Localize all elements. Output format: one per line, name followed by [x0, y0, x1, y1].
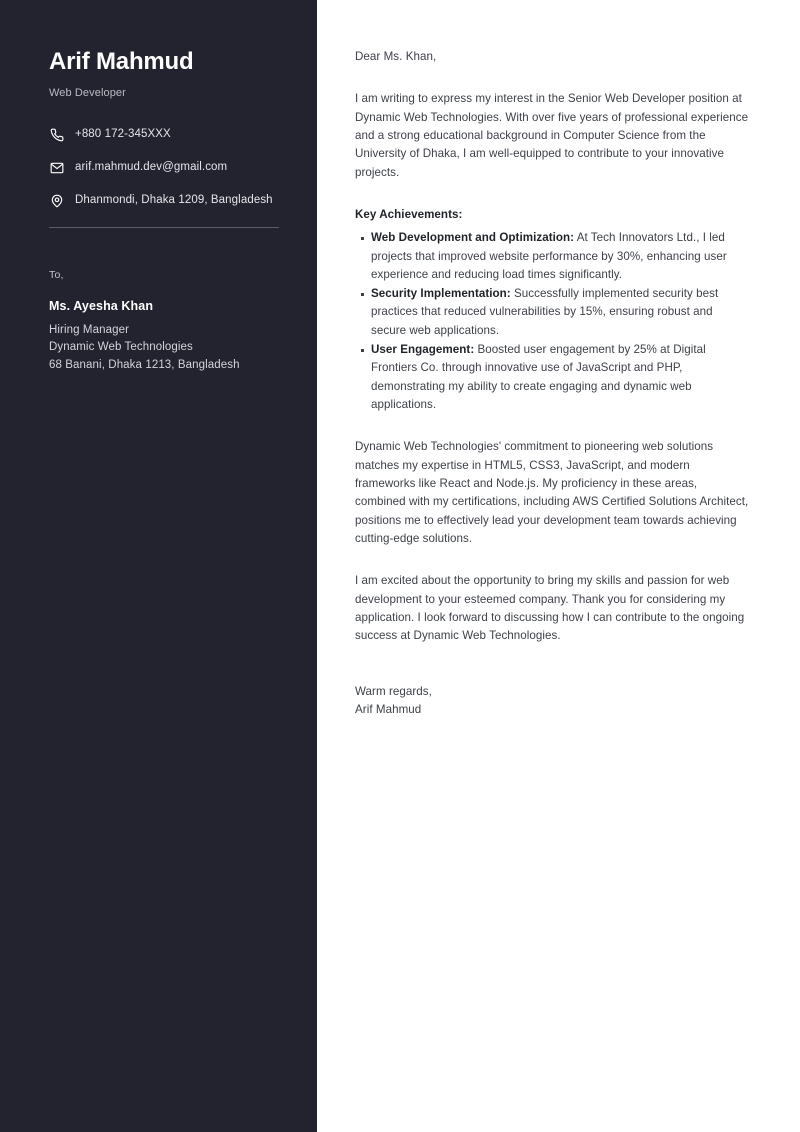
recipient-address: 68 Banani, Dhaka 1213, Bangladesh: [49, 359, 240, 372]
letter-body: [317, 0, 800, 1132]
sidebar: [0, 0, 317, 1132]
achievement-text: Boosted user engagement by 25% at Digital Frontiers Co. through innovative use of JavaScript and PHP, demonstrating my ability to create engaging and dynamic web applications.: [371, 343, 706, 411]
envelope-icon: [49, 160, 65, 176]
contact-address: [49, 192, 298, 210]
recipient-title: Hiring Manager: [49, 323, 130, 336]
to-label: To,: [49, 268, 64, 281]
achievement-label: Web Development and Optimization:: [371, 231, 575, 245]
list-item: [355, 341, 751, 414]
sidebar-divider: [49, 227, 279, 228]
contact-phone-value: +880 172-345XXX: [75, 127, 171, 140]
contact-address-value: Dhanmondi, Dhaka 1209, Bangladesh: [75, 193, 273, 206]
contact-email-value: arif.mahmud.dev@gmail.com: [75, 160, 228, 173]
contact-list: [49, 126, 298, 210]
achievement-text: At Tech Innovators Ltd., I led projects that improved website performance by 30%, enhancing user experience and reducing load times significantly.: [371, 231, 727, 281]
letter-content: [355, 48, 751, 719]
recipient-block: [49, 299, 298, 375]
location-pin-icon: [49, 193, 65, 209]
contact-phone: [49, 126, 298, 144]
signature-name: Arif Mahmud: [355, 703, 422, 717]
intro-paragraph: I am writing to express my interest in the Senior Web Developer position at Dynamic Web Technologies. With over five years of professional experience and a strong educational background in Computer Science from the University of Dhaka, I am well-equipped to contribute to your innovative projects.: [355, 92, 749, 179]
salutation: Dear Ms. Khan,: [355, 50, 437, 63]
achievements-list: [355, 229, 751, 414]
achievements-heading: Key Achievements:: [355, 207, 463, 221]
achievement-label: Security Implementation:: [371, 287, 511, 301]
closing-paragraph: I am excited about the opportunity to bring my skills and passion for web development to your esteemed company. Thank you for considering my application. I look forward to discussing how I can contribute to the ongoing success at Dynamic Web Technologies.: [355, 574, 745, 643]
list-item: [355, 229, 751, 284]
achievement-label: User Engagement:: [371, 343, 475, 357]
list-item: [355, 285, 751, 340]
applicant-job-title: Web Developer: [49, 86, 126, 99]
skills-paragraph: Dynamic Web Technologies' commitment to pioneering web solutions matches my expertise in HTML5, CSS3, JavaScript, and modern frameworks like React and Node.js. My proficiency in these areas, combined with my certifications, including AWS Certified Solutions Architect, positions me to effectively lead your development team towards achieving cutting-edge solutions.: [355, 440, 749, 545]
signoff-block: [355, 683, 751, 719]
achievement-text: Successfully implemented security best practices that reduced vulnerabilities by 15%, ensuring robust and secure web applications.: [371, 287, 719, 337]
signoff-text: Warm regards,: [355, 685, 432, 699]
contact-email: [49, 159, 298, 177]
phone-icon: [49, 127, 65, 143]
recipient-name: Ms. Ayesha Khan: [49, 298, 154, 313]
recipient-company: Dynamic Web Technologies: [49, 341, 193, 354]
applicant-name: Arif Mahmud: [49, 48, 194, 75]
